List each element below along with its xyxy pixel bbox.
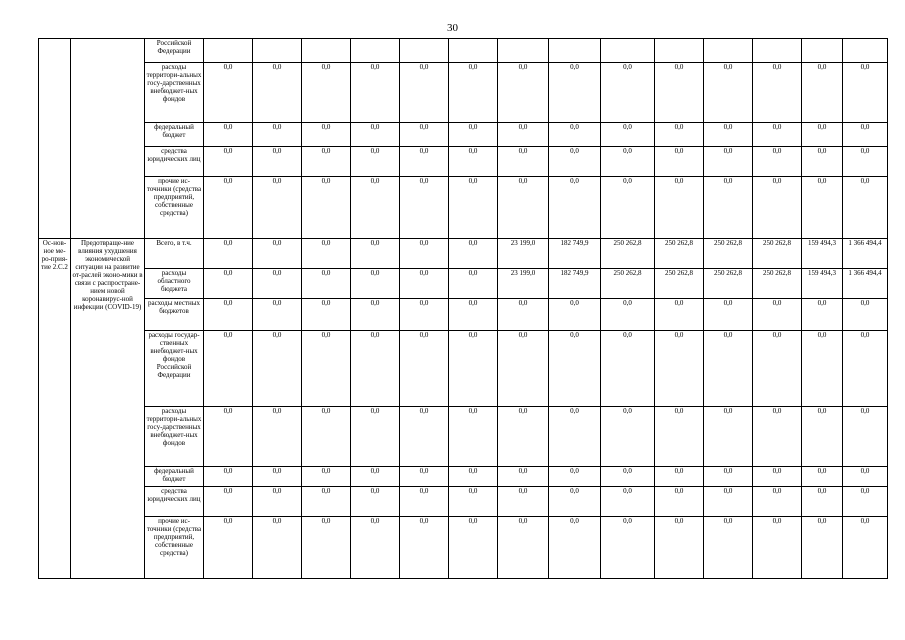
value-cell: 0,0 xyxy=(704,517,753,579)
value-cell: 0,0 xyxy=(843,63,888,123)
value-cell: 0,0 xyxy=(498,331,549,407)
value-cell: 0,0 xyxy=(400,407,449,467)
value-cell: 0,0 xyxy=(601,299,655,331)
table-row xyxy=(39,269,888,299)
value-cell: 0,0 xyxy=(655,63,704,123)
value-cell: 0,0 xyxy=(601,331,655,407)
value-cell: 0,0 xyxy=(549,517,601,579)
value-cell: 0,0 xyxy=(753,517,802,579)
value-cell: 0,0 xyxy=(549,487,601,517)
value-cell: 0,0 xyxy=(204,63,253,123)
value-cell: 0,0 xyxy=(704,177,753,239)
activity-code-cell xyxy=(39,39,71,239)
activity-code-cell: Ос-нов-ное ме-ро-прия-тие 2.С.2 xyxy=(39,239,71,579)
value-cell: 0,0 xyxy=(802,123,843,147)
value-cell: 1 366 494,4 xyxy=(843,239,888,269)
value-cell: 0,0 xyxy=(549,299,601,331)
value-cell: 0,0 xyxy=(253,407,302,467)
funding-source-cell: Российской Федерации xyxy=(145,39,204,63)
value-cell: 0,0 xyxy=(601,147,655,177)
value-cell: 0,0 xyxy=(253,239,302,269)
value-cell: 0,0 xyxy=(549,407,601,467)
value-cell xyxy=(843,39,888,63)
value-cell: 0,0 xyxy=(655,331,704,407)
value-cell: 0,0 xyxy=(843,517,888,579)
value-cell: 0,0 xyxy=(704,467,753,487)
table-body xyxy=(39,39,888,579)
value-cell: 0,0 xyxy=(843,123,888,147)
value-cell: 250 262,8 xyxy=(753,239,802,269)
value-cell: 0,0 xyxy=(549,331,601,407)
value-cell: 0,0 xyxy=(302,517,351,579)
value-cell: 0,0 xyxy=(601,407,655,467)
value-cell: 0,0 xyxy=(802,517,843,579)
value-cell: 0,0 xyxy=(400,467,449,487)
value-cell: 0,0 xyxy=(802,331,843,407)
funding-source-cell: прочие ис-точники (средства предприятий, собственные средства) xyxy=(145,177,204,239)
value-cell: 0,0 xyxy=(449,269,498,299)
value-cell xyxy=(704,39,753,63)
value-cell: 0,0 xyxy=(753,467,802,487)
value-cell: 0,0 xyxy=(802,147,843,177)
value-cell: 0,0 xyxy=(601,63,655,123)
value-cell: 0,0 xyxy=(498,467,549,487)
value-cell: 0,0 xyxy=(302,63,351,123)
funding-source-cell: расходы областного бюджета xyxy=(145,269,204,299)
value-cell: 0,0 xyxy=(302,147,351,177)
value-cell: 0,0 xyxy=(449,407,498,467)
value-cell: 0,0 xyxy=(704,299,753,331)
activity-name-cell xyxy=(71,39,145,239)
table-row xyxy=(39,239,888,269)
value-cell: 0,0 xyxy=(843,331,888,407)
funding-source-cell: Всего, в т.ч. xyxy=(145,239,204,269)
value-cell: 0,0 xyxy=(802,467,843,487)
value-cell: 0,0 xyxy=(351,269,400,299)
value-cell xyxy=(204,39,253,63)
budget-table xyxy=(38,38,888,579)
funding-source-cell: федеральный бюджет xyxy=(145,467,204,487)
value-cell: 0,0 xyxy=(351,487,400,517)
page-number: 30 xyxy=(447,22,458,34)
value-cell: 0,0 xyxy=(302,299,351,331)
value-cell: 0,0 xyxy=(351,147,400,177)
value-cell: 0,0 xyxy=(704,331,753,407)
value-cell: 0,0 xyxy=(253,331,302,407)
value-cell: 0,0 xyxy=(601,487,655,517)
value-cell: 0,0 xyxy=(549,177,601,239)
value-cell: 0,0 xyxy=(655,299,704,331)
value-cell: 0,0 xyxy=(302,487,351,517)
value-cell: 0,0 xyxy=(204,299,253,331)
value-cell xyxy=(449,39,498,63)
value-cell: 0,0 xyxy=(449,517,498,579)
value-cell: 0,0 xyxy=(704,487,753,517)
value-cell: 250 262,8 xyxy=(704,269,753,299)
value-cell: 0,0 xyxy=(204,269,253,299)
value-cell: 0,0 xyxy=(204,239,253,269)
value-cell: 0,0 xyxy=(449,177,498,239)
funding-source-cell: расходы территори-альных госу-дарственных внебюджет-ных фондов xyxy=(145,63,204,123)
value-cell: 0,0 xyxy=(253,517,302,579)
table-row xyxy=(39,407,888,467)
value-cell: 0,0 xyxy=(351,239,400,269)
value-cell: 0,0 xyxy=(601,123,655,147)
value-cell: 0,0 xyxy=(302,407,351,467)
value-cell: 250 262,8 xyxy=(601,239,655,269)
value-cell: 0,0 xyxy=(704,123,753,147)
value-cell: 0,0 xyxy=(253,467,302,487)
value-cell: 0,0 xyxy=(802,487,843,517)
value-cell: 0,0 xyxy=(449,123,498,147)
value-cell: 159 494,3 xyxy=(802,239,843,269)
value-cell: 0,0 xyxy=(351,517,400,579)
value-cell: 0,0 xyxy=(449,299,498,331)
value-cell: 0,0 xyxy=(302,239,351,269)
value-cell: 0,0 xyxy=(204,407,253,467)
value-cell xyxy=(400,39,449,63)
value-cell: 250 262,8 xyxy=(655,239,704,269)
value-cell: 0,0 xyxy=(704,147,753,177)
table-row xyxy=(39,123,888,147)
table-row xyxy=(39,63,888,123)
value-cell: 0,0 xyxy=(449,239,498,269)
value-cell: 0,0 xyxy=(802,63,843,123)
value-cell: 250 262,8 xyxy=(704,239,753,269)
value-cell: 250 262,8 xyxy=(655,269,704,299)
value-cell: 0,0 xyxy=(351,299,400,331)
value-cell: 0,0 xyxy=(351,177,400,239)
value-cell: 0,0 xyxy=(843,487,888,517)
activity-name-cell: Предотвраще-ние влияния ухудшения экономической ситуации на развитие от-раслей эконо-мики в связи с распростране-нием новой коронавирус-ной инфекции (COVID-19) xyxy=(71,239,145,579)
value-cell: 0,0 xyxy=(498,407,549,467)
value-cell: 0,0 xyxy=(655,467,704,487)
value-cell: 0,0 xyxy=(400,487,449,517)
value-cell: 0,0 xyxy=(753,123,802,147)
value-cell: 0,0 xyxy=(400,517,449,579)
value-cell xyxy=(351,39,400,63)
value-cell: 0,0 xyxy=(400,299,449,331)
value-cell: 0,0 xyxy=(302,331,351,407)
value-cell: 0,0 xyxy=(601,177,655,239)
value-cell: 0,0 xyxy=(449,63,498,123)
value-cell xyxy=(802,39,843,63)
value-cell: 0,0 xyxy=(843,299,888,331)
value-cell: 0,0 xyxy=(351,63,400,123)
value-cell: 0,0 xyxy=(498,487,549,517)
value-cell: 0,0 xyxy=(253,177,302,239)
value-cell: 0,0 xyxy=(655,147,704,177)
value-cell: 0,0 xyxy=(601,467,655,487)
value-cell: 0,0 xyxy=(498,63,549,123)
value-cell: 0,0 xyxy=(253,269,302,299)
value-cell: 0,0 xyxy=(549,63,601,123)
value-cell: 0,0 xyxy=(400,123,449,147)
value-cell: 0,0 xyxy=(655,177,704,239)
value-cell: 0,0 xyxy=(400,331,449,407)
value-cell: 0,0 xyxy=(843,467,888,487)
value-cell: 0,0 xyxy=(655,123,704,147)
value-cell: 0,0 xyxy=(400,269,449,299)
value-cell: 0,0 xyxy=(204,331,253,407)
funding-source-cell: расходы местных бюджетов xyxy=(145,299,204,331)
value-cell xyxy=(549,39,601,63)
value-cell xyxy=(498,39,549,63)
value-cell xyxy=(253,39,302,63)
value-cell xyxy=(302,39,351,63)
value-cell: 0,0 xyxy=(655,517,704,579)
value-cell: 0,0 xyxy=(204,147,253,177)
value-cell: 0,0 xyxy=(753,177,802,239)
value-cell: 0,0 xyxy=(204,487,253,517)
table-row xyxy=(39,467,888,487)
value-cell: 0,0 xyxy=(655,487,704,517)
funding-source-cell: средства юридических лиц xyxy=(145,147,204,177)
value-cell: 0,0 xyxy=(253,63,302,123)
value-cell: 159 494,3 xyxy=(802,269,843,299)
funding-source-cell: федеральный бюджет xyxy=(145,123,204,147)
value-cell: 0,0 xyxy=(601,517,655,579)
value-cell: 0,0 xyxy=(498,299,549,331)
value-cell: 0,0 xyxy=(498,147,549,177)
value-cell: 0,0 xyxy=(204,467,253,487)
table-row xyxy=(39,177,888,239)
value-cell: 0,0 xyxy=(753,63,802,123)
value-cell: 0,0 xyxy=(253,299,302,331)
value-cell: 0,0 xyxy=(549,123,601,147)
value-cell: 0,0 xyxy=(802,407,843,467)
value-cell: 0,0 xyxy=(400,147,449,177)
funding-source-cell: расходы государ-ственных внебюджет-ных фондов Российской Федерации xyxy=(145,331,204,407)
value-cell: 0,0 xyxy=(802,299,843,331)
value-cell: 0,0 xyxy=(498,123,549,147)
value-cell xyxy=(655,39,704,63)
value-cell: 0,0 xyxy=(704,63,753,123)
value-cell: 250 262,8 xyxy=(601,269,655,299)
value-cell: 0,0 xyxy=(802,177,843,239)
value-cell: 0,0 xyxy=(753,147,802,177)
value-cell xyxy=(753,39,802,63)
value-cell: 182 749,9 xyxy=(549,239,601,269)
value-cell: 0,0 xyxy=(498,517,549,579)
funding-source-cell: средства юридических лиц xyxy=(145,487,204,517)
value-cell: 0,0 xyxy=(843,147,888,177)
value-cell: 0,0 xyxy=(449,331,498,407)
value-cell: 0,0 xyxy=(351,123,400,147)
value-cell: 0,0 xyxy=(400,63,449,123)
table-row xyxy=(39,487,888,517)
value-cell: 0,0 xyxy=(253,123,302,147)
value-cell: 0,0 xyxy=(549,467,601,487)
table-row xyxy=(39,299,888,331)
value-cell: 0,0 xyxy=(449,487,498,517)
table-row xyxy=(39,39,888,63)
value-cell: 0,0 xyxy=(549,147,601,177)
value-cell: 0,0 xyxy=(351,467,400,487)
value-cell: 182 749,9 xyxy=(549,269,601,299)
funding-source-cell: расходы территори-альных госу-дарственных внебюджет-ных фондов xyxy=(145,407,204,467)
value-cell: 0,0 xyxy=(204,123,253,147)
value-cell: 250 262,8 xyxy=(753,269,802,299)
table-row xyxy=(39,331,888,407)
value-cell: 0,0 xyxy=(400,177,449,239)
value-cell: 23 199,0 xyxy=(498,269,549,299)
value-cell: 0,0 xyxy=(498,177,549,239)
value-cell: 0,0 xyxy=(449,147,498,177)
value-cell: 0,0 xyxy=(753,331,802,407)
value-cell: 0,0 xyxy=(302,123,351,147)
value-cell: 0,0 xyxy=(843,407,888,467)
value-cell: 0,0 xyxy=(400,239,449,269)
value-cell: 0,0 xyxy=(655,407,704,467)
table-row xyxy=(39,517,888,579)
value-cell: 0,0 xyxy=(351,407,400,467)
value-cell: 0,0 xyxy=(253,147,302,177)
value-cell: 0,0 xyxy=(753,487,802,517)
value-cell: 0,0 xyxy=(843,177,888,239)
value-cell: 0,0 xyxy=(753,407,802,467)
value-cell: 0,0 xyxy=(204,517,253,579)
value-cell: 0,0 xyxy=(204,177,253,239)
funding-source-cell: прочие ис-точники (средства предприятий, собственные средства) xyxy=(145,517,204,579)
value-cell: 1 366 494,4 xyxy=(843,269,888,299)
value-cell: 0,0 xyxy=(753,299,802,331)
value-cell: 0,0 xyxy=(302,467,351,487)
value-cell: 0,0 xyxy=(704,407,753,467)
value-cell: 0,0 xyxy=(302,269,351,299)
value-cell xyxy=(601,39,655,63)
table-row xyxy=(39,147,888,177)
value-cell: 0,0 xyxy=(449,467,498,487)
value-cell: 0,0 xyxy=(253,487,302,517)
value-cell: 23 199,0 xyxy=(498,239,549,269)
value-cell: 0,0 xyxy=(302,177,351,239)
value-cell: 0,0 xyxy=(351,331,400,407)
